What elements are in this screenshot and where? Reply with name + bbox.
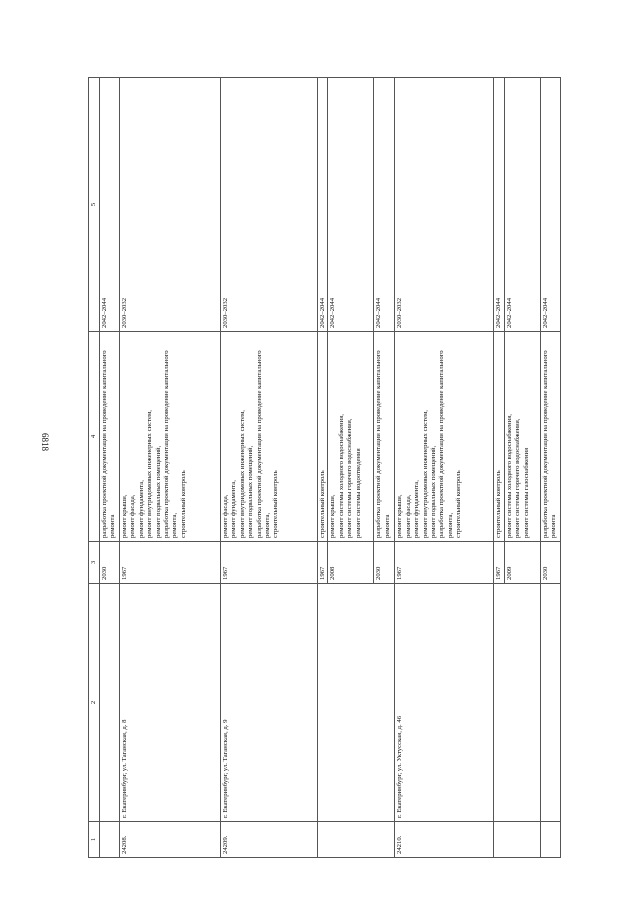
year-cell: 1967 (318, 542, 328, 584)
period-cell: 2042–2044 (100, 78, 120, 332)
work-type-cell: строительный контроль (318, 332, 328, 542)
period-cell: 2042–2044 (504, 78, 540, 332)
work-type-cell: разработка проектной документации на проведение капитального ремонта (374, 332, 395, 542)
table-row (395, 78, 494, 858)
page-number: 6818 (40, 433, 50, 451)
row-number-cell (328, 822, 374, 858)
table-row (374, 78, 395, 858)
header-col-4: 4 (89, 332, 100, 542)
address-cell (328, 584, 374, 822)
table-row (221, 78, 318, 858)
year-cell: 2030 (100, 542, 120, 584)
row-number-cell: 24209. (221, 822, 318, 858)
table-row (494, 78, 504, 858)
table-row (504, 78, 540, 858)
row-number-cell: 24208. (120, 822, 221, 858)
work-type-cell: ремонт фасада, ремонт фундамента, ремонт внутридомовых инженерных систем, ремонт подвальных помещений, разработка проектной документации на проведение капитального ремонта, строительный контроль (221, 332, 318, 542)
period-cell: 2042–2044 (494, 78, 504, 332)
row-number-cell (504, 822, 540, 858)
table-row (328, 78, 374, 858)
period-cell: 2042–2044 (328, 78, 374, 332)
period-cell: 2042–2044 (540, 78, 560, 332)
work-type-cell: строительный контроль (494, 332, 504, 542)
row-number-cell (100, 822, 120, 858)
repair-schedule-table (88, 77, 561, 858)
year-cell: 1967 (395, 542, 494, 584)
table-row (318, 78, 328, 858)
work-type-cell: ремонт крыши, ремонт системы холодного водоснабжения, ремонт системы горячего водоснабжения, ремонт системы водоотведения (328, 332, 374, 542)
header-col-1: 1 (89, 822, 100, 858)
period-cell: 2030–2032 (221, 78, 318, 332)
address-cell: г. Екатеринбург, ул. Таганская, д. 9 (221, 584, 318, 822)
header-col-2: 2 (89, 584, 100, 822)
row-number-cell: 24210. (395, 822, 494, 858)
work-type-cell: разработка проектной документации на проведение капитального ремонта (100, 332, 120, 542)
work-type-cell: ремонт крыши, ремонт фасада, ремонт фундамента, ремонт внутридомовых инженерных систем, ремонт подвальных помещений, разработка проектной документации на проведение капитального ремонта, строительный контроль (120, 332, 221, 542)
header-col-3: 3 (89, 542, 100, 584)
year-cell: 2009 (504, 542, 540, 584)
row-number-cell (494, 822, 504, 858)
year-cell: 2030 (374, 542, 395, 584)
address-cell (494, 584, 504, 822)
year-cell: 1967 (120, 542, 221, 584)
table-header-row (89, 78, 100, 858)
address-cell (540, 584, 560, 822)
row-number-cell (540, 822, 560, 858)
table-row (540, 78, 560, 858)
year-cell: 2008 (328, 542, 374, 584)
address-cell (100, 584, 120, 822)
period-cell: 2030–2032 (395, 78, 494, 332)
address-cell (374, 584, 395, 822)
period-cell: 2042–2044 (318, 78, 328, 332)
row-number-cell (318, 822, 328, 858)
period-cell: 2042–2044 (374, 78, 395, 332)
year-cell: 1967 (494, 542, 504, 584)
table-row (120, 78, 221, 858)
row-number-cell (374, 822, 395, 858)
period-cell: 2030–2032 (120, 78, 221, 332)
work-type-cell: ремонт системы холодного водоснабжения, ремонт системы горячего водоснабжения, ремонт системы газоснабжения (504, 332, 540, 542)
work-type-cell: ремонт крыши, ремонт фасада, ремонт фундамента, ремонт внутридомовых инженерных систем, ремонт подвальных помещений, разработка проектной документации на проведение капитального ремонта, строительный контроль (395, 332, 494, 542)
year-cell: 2030 (540, 542, 560, 584)
header-col-5: 5 (89, 78, 100, 332)
address-cell: г. Екатеринбург, ул. Таганская, д. 8 (120, 584, 221, 822)
work-type-cell: разработка проектной документации на проведение капитального ремонта (540, 332, 560, 542)
address-cell: г. Екатеринбург, ул. Уктусская, д. 46 (395, 584, 494, 822)
year-cell: 1967 (221, 542, 318, 584)
address-cell (504, 584, 540, 822)
rotated-table-container (88, 78, 565, 858)
address-cell (318, 584, 328, 822)
table-row (100, 78, 120, 858)
